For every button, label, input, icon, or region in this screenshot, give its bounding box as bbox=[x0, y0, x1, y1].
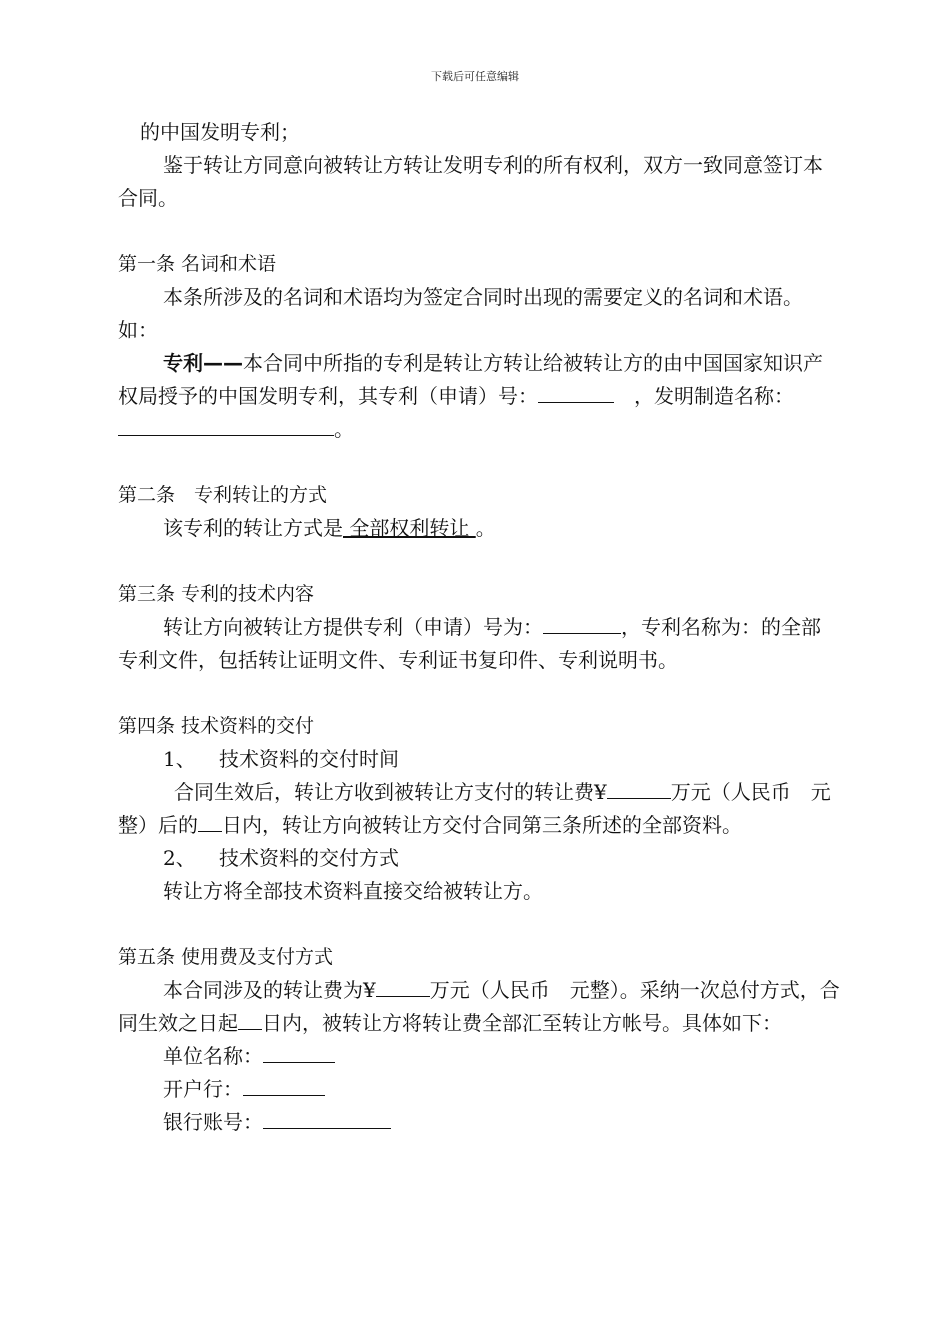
account-blank[interactable] bbox=[263, 1108, 391, 1129]
article-4-text-a: 合同生效后，转让方收到被转让方支付的转让费¥ bbox=[174, 780, 607, 804]
transfer-mode-value: 全部权利转让 bbox=[343, 516, 476, 540]
account-label: 银行账号： bbox=[163, 1110, 263, 1134]
page-header: 下载后可任意编辑 bbox=[431, 70, 519, 83]
article-3-text-b: ，专利名称为：的全部专利文件，包括转让证明文件、专利证书复印件、专利说明书。 bbox=[118, 615, 821, 672]
bank-label: 开户行： bbox=[163, 1077, 243, 1101]
article-2-title: 第二条 专利转让的方式 bbox=[118, 484, 328, 506]
article-4-title: 第四条 技术资料的交付 bbox=[118, 715, 315, 737]
bank-blank[interactable] bbox=[243, 1075, 325, 1096]
delivery-days-blank[interactable] bbox=[198, 811, 222, 832]
article-4-paragraph-2: 转让方将全部技术资料直接交给被转让方。 bbox=[163, 879, 543, 903]
article-2-text-a: 该专利的转让方式是 bbox=[163, 516, 343, 540]
invention-name-blank[interactable] bbox=[118, 415, 334, 436]
account-line bbox=[118, 1106, 840, 1139]
transfer-fee-blank[interactable] bbox=[376, 976, 430, 997]
intro-line-2: 鉴于转让方同意向被转让方转让发明专利的所有权利，双方一致同意签订本合同。 bbox=[118, 153, 823, 210]
article-5-paragraph bbox=[118, 974, 840, 1040]
article-1-text-c: 。 bbox=[334, 417, 354, 441]
article-4-text-c: 日内，转让方向被转让方交付合同第三条所述的全部资料。 bbox=[222, 813, 742, 837]
payment-days-blank[interactable] bbox=[238, 1009, 262, 1030]
item-1-number: 1、 bbox=[163, 747, 196, 771]
unit-name-label: 单位名称： bbox=[163, 1044, 263, 1068]
application-number-blank[interactable] bbox=[543, 613, 621, 634]
article-2-text-b: 。 bbox=[475, 516, 496, 540]
article-5-text-c: 日内，被转让方将转让费全部汇至转让方帐号。具体如下： bbox=[262, 1011, 782, 1035]
article-1-text-b: ，发明制造名称： bbox=[634, 384, 794, 408]
document-body bbox=[118, 116, 840, 1139]
article-3-text-a: 转让方向被转让方提供专利（申请）号为： bbox=[163, 615, 543, 639]
unit-name-blank[interactable] bbox=[263, 1042, 335, 1063]
article-3-title: 第三条 专利的技术内容 bbox=[118, 583, 315, 605]
unit-name-line bbox=[118, 1040, 840, 1073]
article-5-text-a: 本合同涉及的转让费为¥ bbox=[163, 978, 376, 1002]
intro-line-1: 的中国发明专利； bbox=[140, 120, 300, 144]
article-4-item-2 bbox=[118, 842, 840, 875]
item-2-label: 技术资料的交付方式 bbox=[219, 846, 399, 870]
term-patent: 专利—— bbox=[163, 351, 243, 375]
article-1-paragraph-1: 本条所涉及的名词和术语均为签定合同时出现的需要定义的名词和术语。如： bbox=[118, 285, 803, 342]
article-1-paragraph-2 bbox=[118, 347, 840, 446]
fee-amount-blank[interactable] bbox=[607, 778, 671, 799]
patent-number-blank[interactable] bbox=[538, 382, 614, 403]
article-3-paragraph bbox=[118, 611, 840, 677]
article-1-text-a: 本合同中所指的专利是转让方转让给被转让方的由中国国家知识产权局授予的中国发明专利，其专利（申请）号： bbox=[118, 351, 823, 408]
article-2-paragraph bbox=[118, 512, 840, 545]
article-5-title: 第五条 使用费及支付方式 bbox=[118, 946, 334, 968]
article-5-text-b: 万元（人民币 元整）。采纳一次总付方式，合同生效之日起 bbox=[118, 978, 840, 1035]
article-4-text-b: 万元（人民币 元整）后的 bbox=[118, 780, 831, 837]
article-4-paragraph-1 bbox=[118, 776, 840, 842]
item-1-label: 技术资料的交付时间 bbox=[219, 747, 399, 771]
article-4-item-1 bbox=[118, 743, 840, 776]
item-2-number: 2、 bbox=[163, 846, 196, 870]
article-1-title: 第一条 名词和术语 bbox=[118, 253, 277, 275]
bank-line bbox=[118, 1073, 840, 1106]
